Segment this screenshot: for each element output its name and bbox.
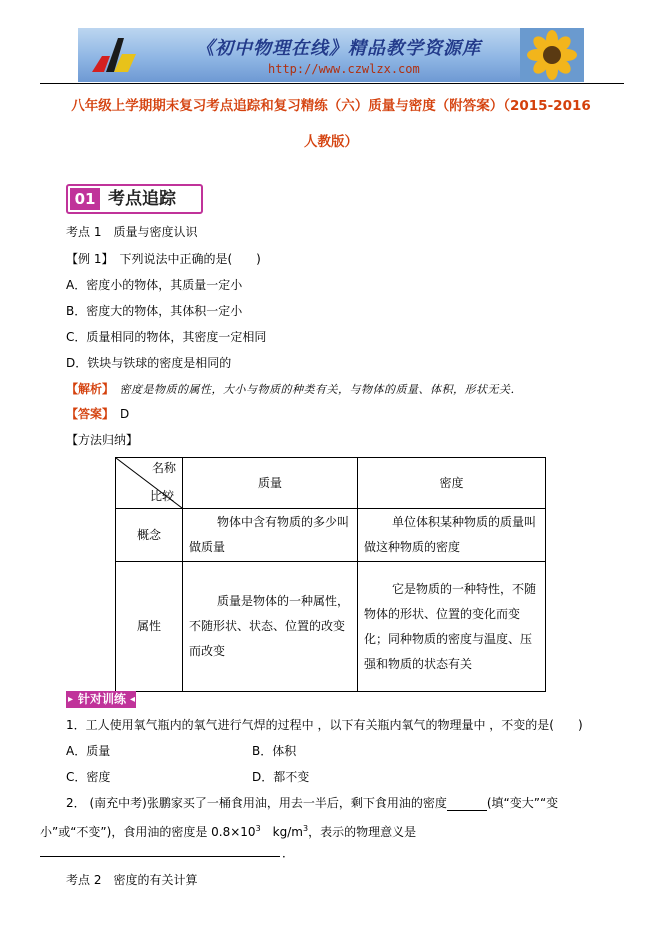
q1-option-a: A．质量 <box>66 744 111 758</box>
table-concept-mass: 物体中含有物质的多少叫做质量 <box>183 509 358 562</box>
q2-exponent-1: 3 <box>255 824 261 833</box>
example-1-text: 下列说法中正确的是( ) <box>107 252 261 266</box>
q2-number: 2． <box>66 796 86 810</box>
q2-text-1: (南充中考)张鹏家买了一桶食用油，用去一半后，剩下食用油的密度 <box>89 796 447 810</box>
answer-text: D <box>108 407 130 421</box>
corner-bottom-label: 比较 <box>150 489 175 503</box>
table-concept-density: 单位体积某种物质的质量叫做这种物质的密度 <box>358 509 546 562</box>
example-1-analysis <box>66 381 522 398</box>
table-header-mass: 质量 <box>183 458 358 509</box>
method-summary-table <box>115 457 546 692</box>
sunflower-icon <box>520 28 584 82</box>
doc-title-line1: 八年级上学期期末复习考点追踪和复习精练（六）质量与密度（附答案）（2015-2016 <box>71 98 591 114</box>
banner-url[interactable]: http://www.czwlzx.com <box>268 62 420 76</box>
q1-text: 1．工人使用氧气瓶内的氧气进行气焊的过程中 ，以下有关瓶内氧气的物理量中 ，不变的是( ) <box>66 718 583 732</box>
table-property-mass: 质量是物体的一种属性，不随形状、状态、位置的改变而改变 <box>183 562 358 692</box>
analysis-tag: 【解析】 <box>66 382 109 396</box>
header-banner <box>78 28 584 82</box>
q2-line1 <box>66 795 558 811</box>
example-1-question <box>66 251 261 267</box>
banner-title: 《初中物理在线》精品教学资源库 <box>196 38 481 59</box>
doc-title-line2: 人教版） <box>304 134 358 150</box>
q1-option-d: D．都不变 <box>252 770 310 784</box>
example-1-answer <box>66 406 129 422</box>
q2-text-2b: kg/m <box>260 825 303 839</box>
example-1-option-d: D．铁块与铁球的密度是相同的 <box>66 356 232 370</box>
example-1-option-b: B．密度大的物体，其体积一定小 <box>66 304 243 318</box>
section-number: 01 <box>70 188 100 210</box>
header-rule <box>40 83 624 84</box>
table-corner-cell <box>116 458 183 509</box>
example-1-tag: 【例 1】 <box>66 252 108 266</box>
corner-top-label: 名称 <box>151 461 176 475</box>
method-summary-label: 【方法归纳】 <box>66 433 139 447</box>
answer-tag: 【答案】 <box>66 407 109 421</box>
table-row-property-label: 属性 <box>116 562 183 692</box>
q2-text-1b: (填“变大”“变 <box>486 796 559 810</box>
practice-tag: ▸ 针对训练 ◂ <box>66 691 136 708</box>
table-header-density: 密度 <box>358 458 546 509</box>
site-logo-icon <box>84 32 154 78</box>
q2-line2 <box>40 821 416 840</box>
kaodian-1-heading: 考点 1 质量与密度认识 <box>66 225 198 239</box>
section-badge <box>66 184 203 214</box>
q1-option-b: B．体积 <box>252 744 297 758</box>
q2-answer-line[interactable] <box>40 856 280 857</box>
kaodian-2-heading: 考点 2 密度的有关计算 <box>66 873 198 887</box>
q2-text-2c: ，表示的物理意义是 <box>308 825 417 839</box>
table-property-density: 它是物质的一种特性，不随物体的形状、位置的变化而变化；同种物质的密度与温度、压强和物质的状态有关 <box>358 562 546 692</box>
table-row-concept-label: 概念 <box>116 509 183 562</box>
q2-text-2a: 小”或“不变”)，食用油的密度是 0.8×10 <box>40 825 256 839</box>
q2-period: ． <box>282 846 295 860</box>
analysis-text: 密度是物质的属性，大小与物质的种类有关，与物体的质量、体积，形状无关． <box>108 383 523 396</box>
q2-blank[interactable] <box>447 797 487 811</box>
example-1-option-c: C．质量相同的物体，其密度一定相同 <box>66 330 267 344</box>
q1-option-c: C．密度 <box>66 770 111 784</box>
example-1-option-a: A．密度小的物体，其质量一定小 <box>66 278 243 292</box>
q2-exponent-2: 3 <box>302 824 309 833</box>
section-label: 考点追踪 <box>108 189 176 209</box>
